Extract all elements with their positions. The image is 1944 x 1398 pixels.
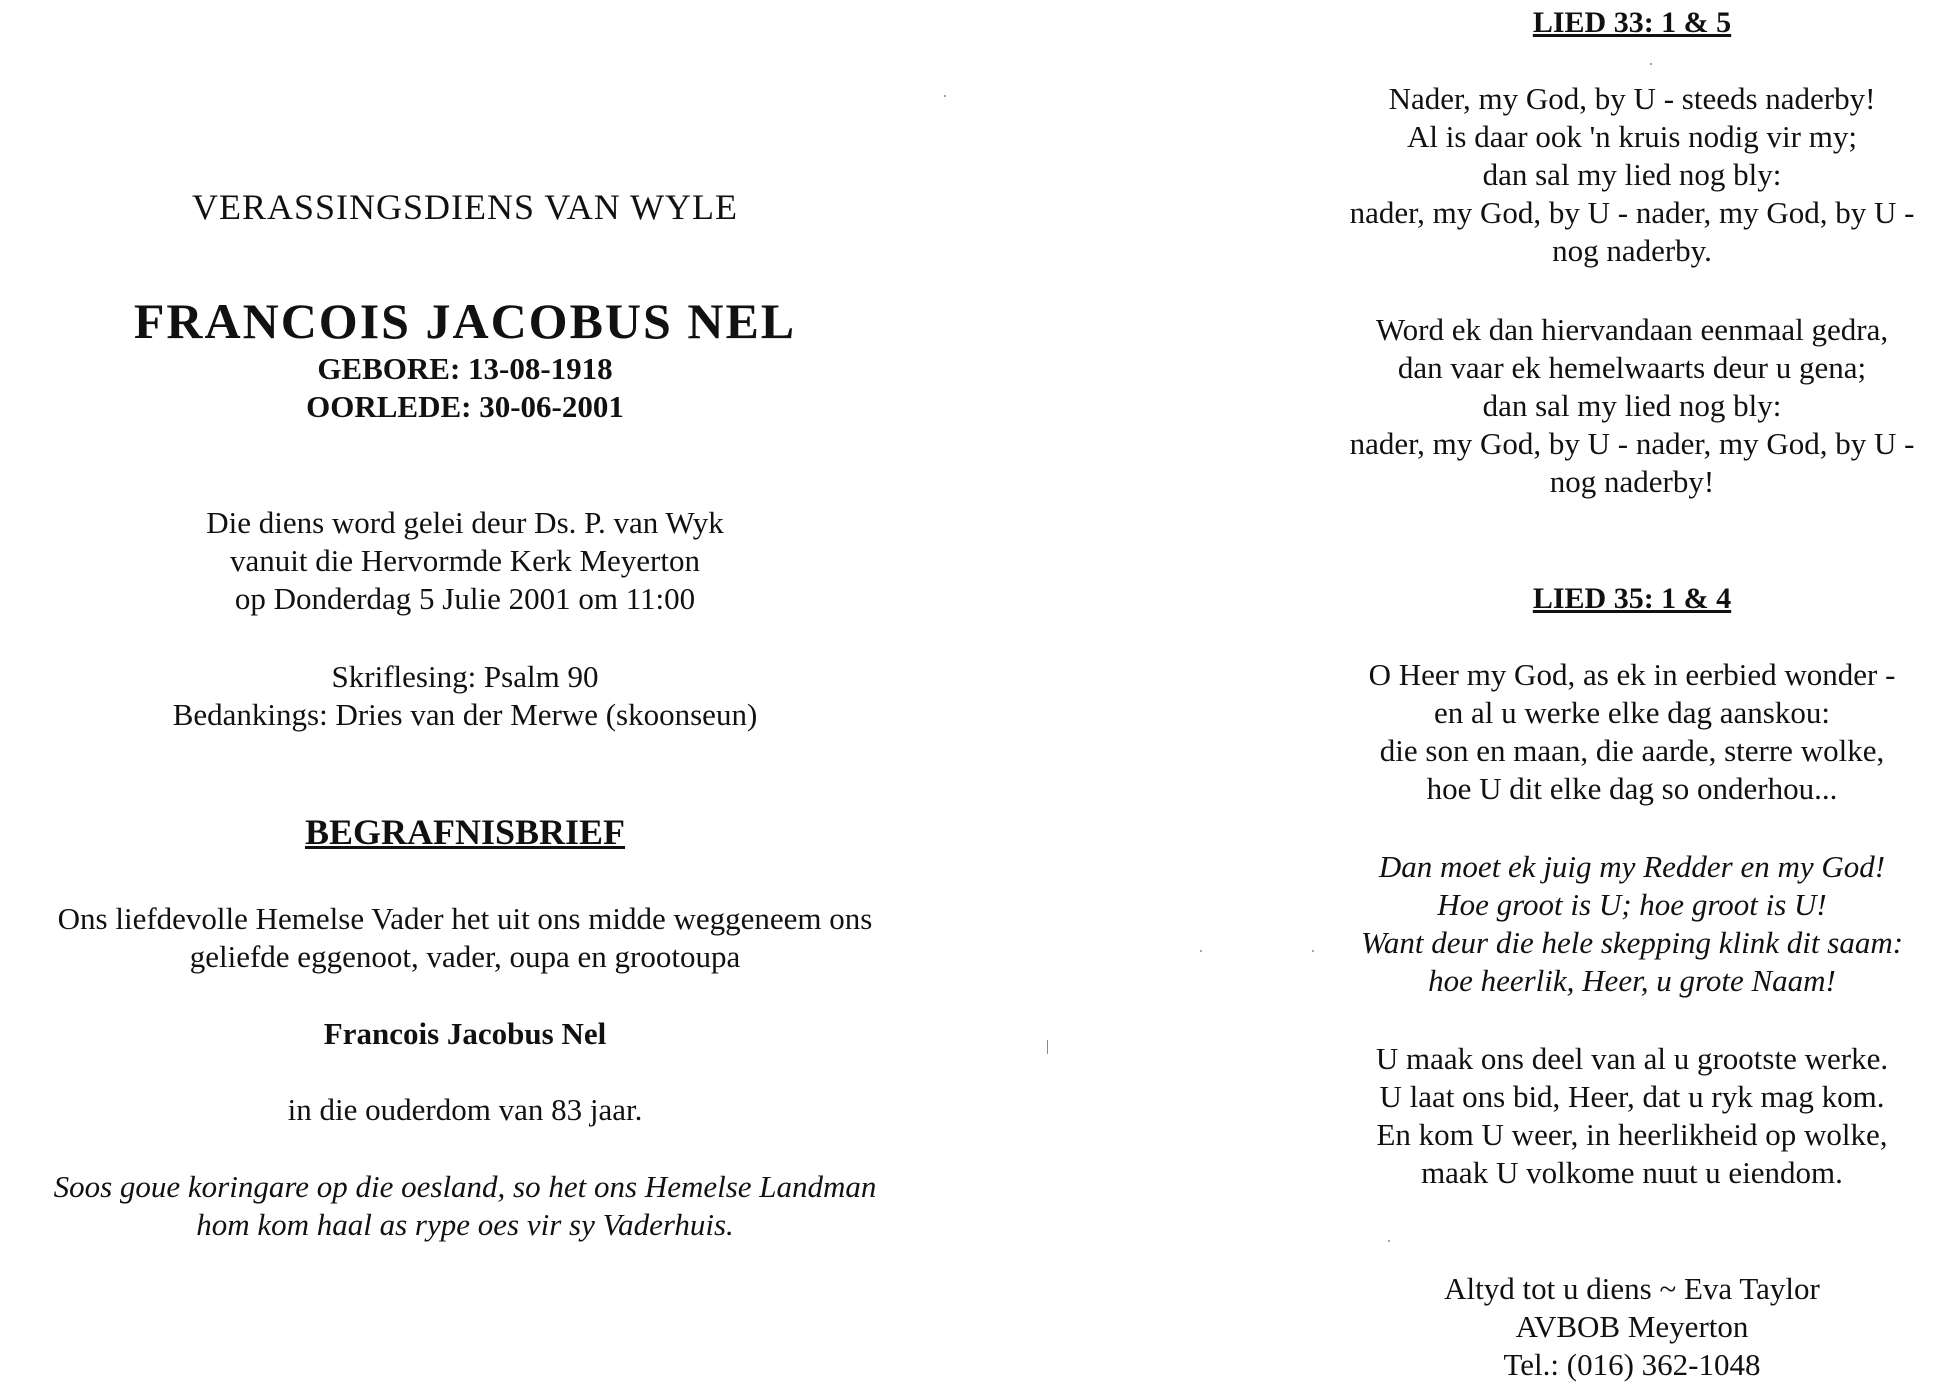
verse-line: hoe U dit elke dag so onderhou... <box>1426 771 1838 806</box>
quote-line: Soos goue koringare op die oesland, so het ons Hemelse Landman <box>53 1169 877 1204</box>
scan-speck <box>1388 1240 1390 1242</box>
verse-line: En kom U weer, in heerlikheid op wolke, <box>1376 1117 1888 1152</box>
death-date: OORLEDE: 30-06-2001 <box>306 389 624 424</box>
verse-line: die son en maan, die aarde, sterre wolke, <box>1379 733 1885 768</box>
verse-line: dan sal my lied nog bly: <box>1482 388 1782 423</box>
hymn-35-chorus <box>1320 848 1944 1000</box>
letter-line: Ons liefdevolle Hemelse Vader het uit ons midde weggeneem ons <box>57 901 873 936</box>
age-line: in die ouderdom van 83 jaar. <box>287 1092 643 1127</box>
letter-text <box>0 900 930 976</box>
hymn-33-verse-1 <box>1320 80 1944 270</box>
chorus-line: hoe heerlik, Heer, u grote Naam! <box>1428 963 1836 998</box>
quote-line: hom kom haal as rype oes vir sy Vaderhuis. <box>196 1207 734 1242</box>
contact-line: Tel.: (016) 362-1048 <box>1503 1347 1761 1382</box>
hymn-33-verse-5 <box>1320 311 1944 501</box>
letter-line: geliefde eggenoot, vader, oupa en grootoupa <box>189 939 741 974</box>
verse-line: Word ek dan hiervandaan eenmaal gedra, <box>1375 312 1889 347</box>
closing-quote <box>0 1168 930 1244</box>
scan-mark <box>1047 1040 1048 1054</box>
service-heading: VERASSINGSDIENS VAN WYLE <box>191 187 739 227</box>
reading-line: Bedankings: Dries van der Merwe (skoonseun) <box>172 697 758 732</box>
chorus-line: Want deur die hele skepping klink dit saam: <box>1360 925 1904 960</box>
chorus-line: Hoe groot is U; hoe groot is U! <box>1437 887 1827 922</box>
verse-line: en al u werke elke dag aanskou: <box>1434 695 1830 730</box>
contact-line: AVBOB Meyerton <box>1515 1309 1749 1344</box>
hymn-35-verse-4 <box>1320 1040 1944 1192</box>
verse-line: dan sal my lied nog bly: <box>1482 157 1782 192</box>
service-line: Die diens word gelei deur Ds. P. van Wyk <box>206 505 724 540</box>
service-line: op Donderdag 5 Julie 2001 om 11:00 <box>234 581 696 616</box>
deceased-name: FRANCOIS JACOBUS NEL <box>133 293 797 349</box>
scan-speck <box>1312 950 1314 952</box>
letter-heading: BEGRAFNISBRIEF <box>304 812 626 852</box>
verse-line: U maak ons deel van al u grootste werke. <box>1375 1041 1889 1076</box>
verse-line: Nader, my God, by U - steeds naderby! <box>1388 81 1876 116</box>
birth-date: GEBORE: 13-08-1918 <box>317 351 613 386</box>
reading-line: Skriflesing: Psalm 90 <box>331 659 599 694</box>
chorus-line: Dan moet ek juig my Redder en my God! <box>1378 849 1886 884</box>
hymn-33-heading: LIED 33: 1 & 5 <box>1532 6 1732 39</box>
verse-line: dan vaar ek hemelwaarts deur u gena; <box>1397 350 1867 385</box>
verse-line: nader, my God, by U - nader, my God, by U - <box>1349 195 1915 230</box>
funeral-contact <box>1320 1270 1944 1384</box>
hymn-35-heading: LIED 35: 1 & 4 <box>1532 582 1732 615</box>
verse-line: nog naderby. <box>1552 233 1712 268</box>
verse-line: Al is daar ook 'n kruis nodig vir my; <box>1407 119 1857 154</box>
scan-speck <box>1200 950 1202 952</box>
scan-speck <box>944 95 946 97</box>
verse-line: maak U volkome nuut u eiendom. <box>1421 1155 1843 1190</box>
contact-line: Altyd tot u diens ~ Eva Taylor <box>1444 1271 1820 1306</box>
verse-line: nader, my God, by U - nader, my God, by U - <box>1349 426 1915 461</box>
verse-line: nog naderby! <box>1549 464 1715 499</box>
letter-name: Francois Jacobus Nel <box>323 1016 607 1051</box>
verse-line: U laat ons bid, Heer, dat u ryk mag kom. <box>1379 1079 1885 1114</box>
verse-line: O Heer my God, as ek in eerbied wonder - <box>1368 657 1896 692</box>
scan-speck <box>1650 63 1652 65</box>
service-line: vanuit die Hervormde Kerk Meyerton <box>229 543 700 578</box>
service-details <box>0 504 930 618</box>
hymn-35-verse-1 <box>1320 656 1944 808</box>
reading-details <box>0 658 930 734</box>
